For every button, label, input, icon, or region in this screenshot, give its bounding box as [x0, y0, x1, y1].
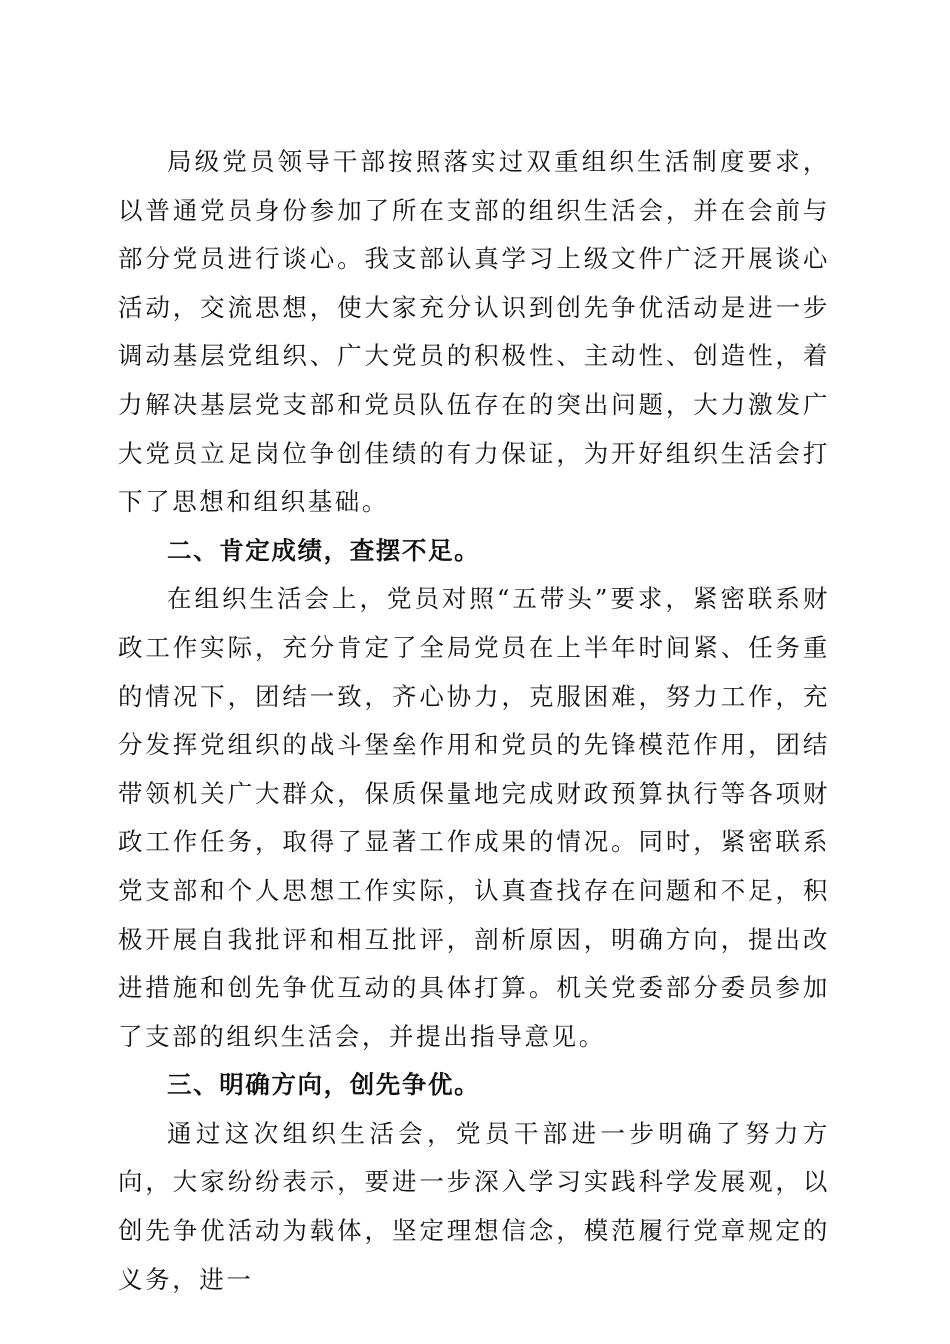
document-page — [118, 138, 830, 1304]
paragraph-meeting-review: 在组织生活会上，党员对照“五带头”要求，紧密联系财政工作实际，充分肯定了全局党员在上半年时间紧、任务重的情况下，团结一致，齐心协力，克服困难，努力工作，充分发挥党组织的战斗堡垒作用和党员的先锋模范作用，团结带领机关广大群众，保质保量地完成财政预算执行等各项财政工作任务，取得了显著工作成果的情况。同时，紧密联系党支部和个人思想工作实际，认真查找存在问题和不足，积极开展自我批评和相互批评，剖析原因，明确方向，提出改进措施和创先争优互动的具体打算。机关党委部分委员参加了支部的组织生活会，并提出指导意见。 — [118, 584, 830, 1051]
paragraph-direction: 通过这次组织生活会，党员干部进一步明确了努力方向，大家纷纷表示，要进一步深入学习实践科学发展观，以创先争优活动为载体，坚定理想信念，模范履行党章规定的义务，进一 — [118, 1118, 830, 1294]
paragraph-organization-life: 局级党员领导干部按照落实过双重组织生活制度要求，以普通党员身份参加了所在支部的组织生活会，并在会前与部分党员进行谈心。我支部认真学习上级文件广泛开展谈心活动，交流思想，使大家充分认识到创先争优活动是进一步调动基层党组织、广大党员的积极性、主动性、创造性，着力解决基层党支部和党员队伍存在的突出问题，大力激发广大党员立足岗位争创佳绩的有力保证，为开好组织生活会打下了思想和组织基础。 — [118, 147, 830, 517]
section-heading-affirm-achievements: 二、肯定成绩，查摆不足。 — [167, 535, 481, 565]
section-heading-clarify-direction: 三、明确方向，创先争优。 — [167, 1070, 481, 1100]
